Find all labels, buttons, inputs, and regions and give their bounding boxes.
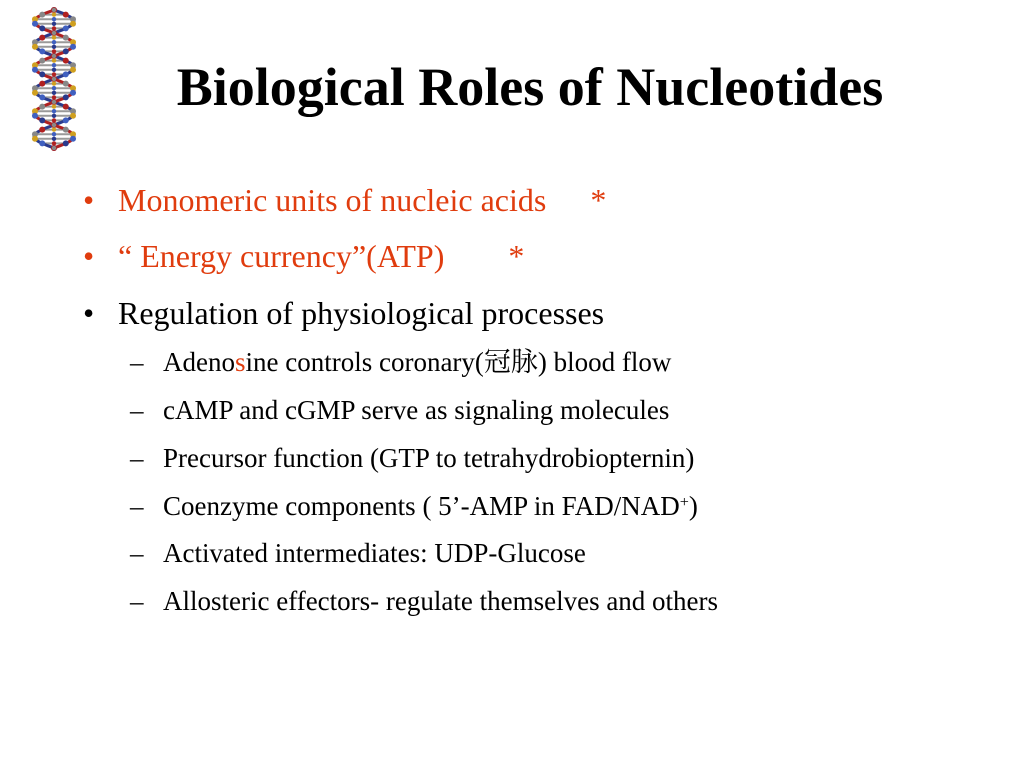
sub-bullet-text-end: ) — [688, 490, 698, 521]
sub-bullet-precursor — [130, 443, 1003, 474]
dna-atom — [39, 35, 45, 41]
highlighted-letter: s — [234, 347, 246, 378]
sub-bullet-text-start: Adeno — [163, 347, 235, 378]
slide-title: Biological Roles of Nucleotides — [176, 57, 884, 117]
asterisk-mark: * — [590, 182, 607, 218]
sub-bullet-text-end: ine controls coronary(冠脉) blood flow — [245, 347, 672, 378]
dna-atom — [63, 117, 69, 123]
bullet-glyph: • — [83, 182, 95, 218]
bullet-text: “ Energy currency”(ATP) — [118, 238, 445, 275]
dna-atom — [52, 26, 56, 30]
dna-atom — [63, 35, 69, 41]
sub-bullet-activated-intermediates — [130, 538, 1003, 569]
dash-glyph: – — [130, 490, 144, 521]
dna-atom — [63, 25, 69, 31]
bullet-text: Regulation of physiological processes — [118, 294, 605, 331]
dna-atom — [52, 31, 56, 35]
sub-bullet-coenzyme — [130, 491, 1003, 522]
dna-atom — [52, 132, 56, 136]
sub-bullet-text: cAMP and cGMP serve as signaling molecules — [163, 395, 670, 426]
dna-atom — [70, 21, 76, 27]
dna-atom — [52, 8, 56, 12]
bullet-energy-currency — [83, 238, 1003, 274]
dna-atom — [52, 118, 56, 122]
superscript-plus: + — [679, 492, 689, 511]
dna-atom — [39, 140, 45, 146]
dna-atom — [39, 25, 45, 31]
dna-atom — [52, 17, 56, 21]
dna-atom — [63, 12, 69, 18]
dna-atom — [70, 44, 76, 50]
sub-bullet-text: Allosteric effectors- regulate themselves and others — [163, 586, 719, 617]
asterisk-mark: * — [508, 238, 525, 275]
dna-atom — [52, 123, 56, 127]
bullet-monomeric-units — [83, 182, 1003, 218]
dna-atom — [52, 137, 56, 141]
dna-atom — [52, 141, 56, 145]
dna-atom — [32, 136, 38, 142]
sub-bullet-text: Precursor function (GTP to tetrahydrobiopternin) — [163, 442, 695, 473]
dna-atom — [32, 44, 38, 50]
sub-bullet-list — [83, 347, 1003, 617]
dash-glyph: – — [130, 538, 144, 569]
sub-bullet-camp-cgmp — [130, 395, 1003, 426]
bullet-glyph: • — [83, 238, 95, 275]
sub-bullet-text: Activated intermediates: UDP-Glucose — [163, 538, 586, 569]
dna-atom — [52, 45, 56, 49]
dash-glyph: – — [130, 442, 144, 473]
dna-atom — [39, 127, 45, 133]
dna-atom — [63, 140, 69, 146]
dna-atom — [63, 127, 69, 133]
dna-atom — [32, 21, 38, 27]
dna-atom — [39, 117, 45, 123]
dna-atom — [52, 49, 56, 53]
dna-atom — [39, 48, 45, 54]
dna-atom — [70, 136, 76, 142]
bullet-list — [83, 182, 1003, 634]
dna-atom — [52, 40, 56, 44]
dna-atom — [52, 127, 56, 131]
dash-glyph: – — [130, 586, 144, 617]
bullet-text: Monomeric units of nucleic acids — [118, 182, 547, 218]
dna-atom — [52, 35, 56, 39]
bullet-glyph: • — [83, 294, 95, 331]
sub-bullet-adenosine — [130, 347, 1003, 378]
sub-bullet-text-start: Coenzyme components ( 5’-AMP in FAD/NAD — [163, 490, 680, 521]
dna-atom — [39, 12, 45, 18]
dash-glyph: – — [130, 347, 144, 378]
dash-glyph: – — [130, 395, 144, 426]
sub-bullet-allosteric — [130, 586, 1003, 617]
dna-atom — [63, 48, 69, 54]
dna-atom — [52, 146, 56, 150]
bullet-regulation — [83, 295, 1003, 331]
dna-atom — [52, 12, 56, 16]
dna-atom — [52, 22, 56, 26]
